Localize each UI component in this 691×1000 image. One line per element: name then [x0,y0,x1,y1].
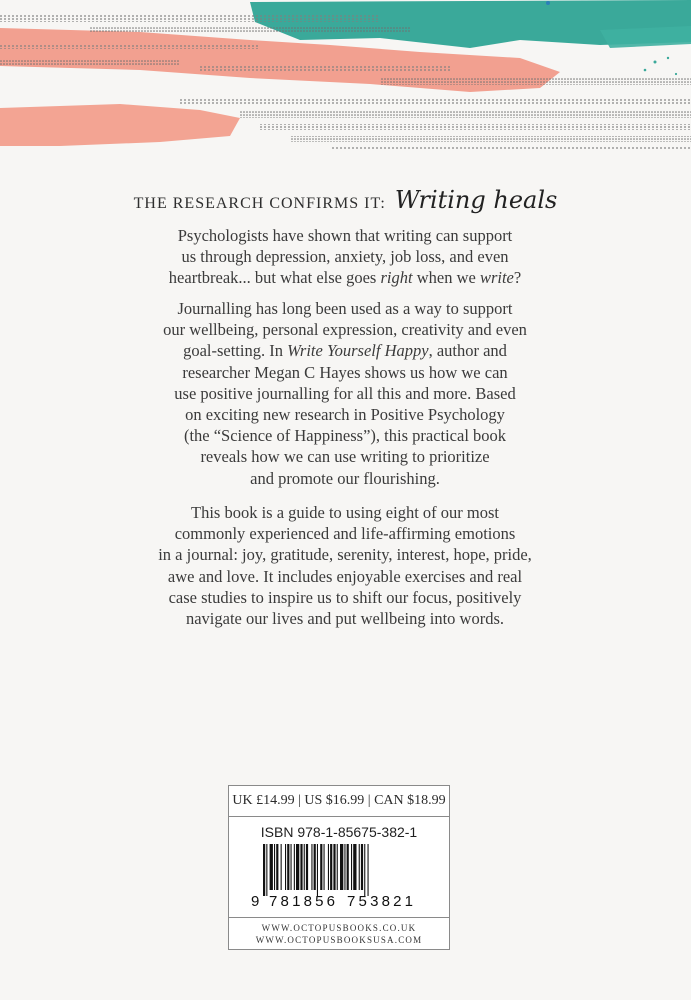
teal-speckle [667,57,669,59]
website-us: WWW.OCTOPUSBOOKSUSA.COM [255,935,423,945]
barcode-group-right: 753821 [347,893,413,908]
text-run: when we [412,268,480,288]
grey-brush-line [0,14,380,22]
book-title-emphasis: Write Yourself Happy [287,341,429,361]
text-run: , author and [428,341,507,361]
barcode-bar [320,844,322,890]
teal-speckle [675,73,677,75]
barcode-bars [263,844,369,896]
coral-stroke-bottom [0,104,240,146]
text-line: (the “Science of Happiness”), this practical book [183,426,507,446]
emphasis-right: right [380,268,413,288]
text-line: case studies to inspire us to shift our focus, positively [168,587,522,607]
barcode-bar [353,844,356,890]
grey-brush-line [0,44,260,49]
barcode-bar [344,844,345,890]
text-line: on exciting new research in Positive Psychology [185,405,505,425]
barcode-bar [263,844,265,896]
text-line: Psychologists have shown that writing can support [177,226,513,245]
barcode-bar [347,844,349,890]
barcode-bar [333,844,335,890]
isbn-label: ISBN 978-1-85675-382-1 [260,824,418,840]
brush-stroke-artwork [0,0,691,160]
text-run: ? [513,268,522,288]
text-line [110,267,580,288]
barcode-bar [304,844,305,890]
text-run: goal-setting. In [183,341,288,361]
emphasis-write: write [479,268,514,288]
barcode-bar [294,844,295,890]
grey-brush-line [260,124,691,130]
text-line: researcher Megan C Hayes shows us how we can [182,362,508,382]
barcode-bar [296,844,299,890]
barcode-bar [328,844,329,890]
barcode-bar [281,844,282,890]
barcode-bar [361,844,363,890]
text-line: use positive journalling for all this and more. Based [174,383,516,403]
teal-speckle [644,69,647,72]
barcode-bar [337,844,338,890]
barcode-bar [330,844,332,890]
barcode-bar [287,844,289,890]
barcode-bar [368,844,369,896]
text-line: Journalling has long been used as a way to support [177,299,513,318]
barcode-bar [300,844,302,890]
grey-brush-line [290,136,691,142]
barcode-bar [324,844,325,890]
paragraph-intro [110,225,580,289]
barcode-bar [266,844,267,896]
barcode-bar [306,844,308,890]
text-line: awe and love. It includes enjoyable exercises and real [167,566,523,586]
barcode-bar [276,844,278,890]
teal-speckle [654,61,657,64]
headline-lead: THE RESEARCH CONFIRMS IT: [133,195,386,212]
barcode-bar [314,844,316,890]
grey-brush-line [0,60,180,66]
grey-brush-line [330,146,691,150]
text-line [110,340,580,361]
grey-brush-line [180,98,691,104]
paragraph-journalling [110,298,580,489]
barcode-panel [228,785,450,950]
text-line: navigate our lives and put wellbeing into words. [185,609,505,629]
text-line: This book is a guide to using eight of our most [191,503,499,522]
text-line: commonly experienced and life-affirming emotions [174,524,516,544]
barcode-bar [351,844,352,890]
text-line: us through depression, anxiety, job loss, and even [181,247,509,267]
text-line: our wellbeing, personal expression, creativity and even [163,320,527,340]
price-line: UK £14.99 | US $16.99 | CAN $18.99 [229,786,449,817]
barcode-first-digit: 9 [251,893,260,908]
text-line: and promote our flourishing. [250,468,440,488]
barcode-bar [270,844,273,890]
headline [0,186,691,214]
barcode-bar [311,844,312,890]
grey-brush-line [380,78,691,85]
barcode-bar [340,844,343,890]
headline-script: Writing heals [394,186,558,214]
barcode-bar [274,844,275,890]
barcode-bar [364,844,365,896]
grey-brush-line [90,26,410,32]
text-line: in a journal: joy, gratitude, serenity, interest, hope, pride, [158,545,532,565]
text-run: heartbreak... but what else goes [168,268,381,288]
grey-brush-line [200,66,450,71]
barcode-bar [285,844,286,890]
barcode-bar [359,844,360,890]
barcode [249,844,429,908]
text-line: reveals how we can use writing to prioritize [200,447,490,467]
blue-speckle [546,1,550,5]
grey-brush-line [240,110,691,118]
paragraph-guide [110,502,580,629]
barcode-group-left: 781856 [269,893,335,908]
barcode-bar [291,844,292,890]
website-uk: WWW.OCTOPUSBOOKS.CO.UK [261,923,417,933]
publisher-websites [229,917,449,949]
barcode-bar [317,844,318,896]
